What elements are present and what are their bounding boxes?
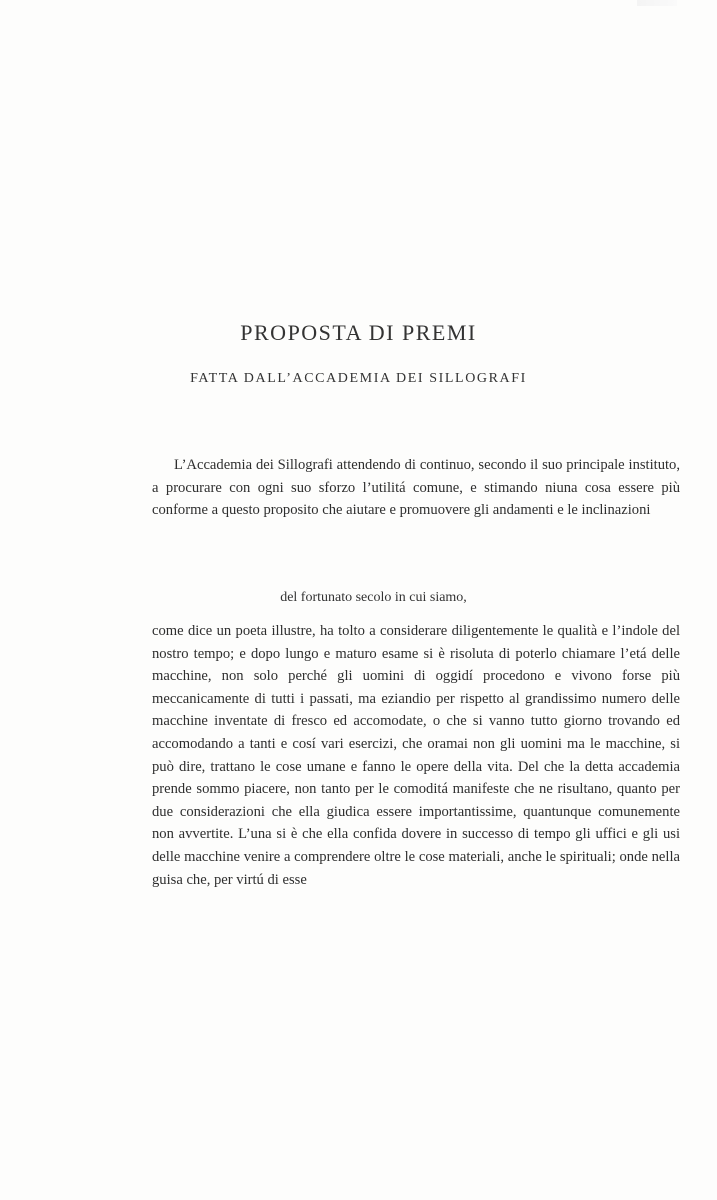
document-title: PROPOSTA DI PREMI (240, 320, 477, 345)
body-paragraph: L’Accademia dei Sillografi attendendo di continuo, secondo il suo principale instituto, a procurare con ogni suo sforzo l’utilitá comune, e stimando niuna cosa essere più conforme a questo proposito che aiutare e promuovere gli andamenti e le inclinazioni (152, 457, 680, 519)
body-paragraph: come dice un poeta illustre, ha tolto a considerare diligentemente le qualità e l’indole del nostro tempo; e dopo lungo e maturo esame si è risoluta di poterlo chiamare l’etá delle macchine, non solo perché gli uomini di oggidí procedono e vivono forse più meccanicamente di tutti i passati, ma eziandio per rispetto al grandissimo numero delle macchine inventate di fresco ed accomodate, o che si vanno tutto giorno trovando ed accomodando a tanti e cosí vari esercizi, che oramai non gli uomini ma le macchine, si può dire, trattano le cose umane e fanno le opere della vita. Del che la detta accademia prende sommo piacere, non tanto per le comoditá manifeste che ne risultano, quanto per due considerazioni che ella giudica essere importantissime, quantunque comunemente non avvertite. L’una si è che ella confida dovere in successo di tempo gli uffici e gli usi delle macchine venire a comprendere oltre le cose materiali, anche le spirituali; onde nella guisa che, per virtú di esse (152, 623, 680, 888)
document-subtitle: FATTA DALL’ACCADEMIA DEI SILLOGRAFI (190, 371, 527, 386)
quoted-verse: del fortunato secolo in cui siamo, (280, 590, 467, 605)
page-edge-shadow (637, 0, 677, 6)
